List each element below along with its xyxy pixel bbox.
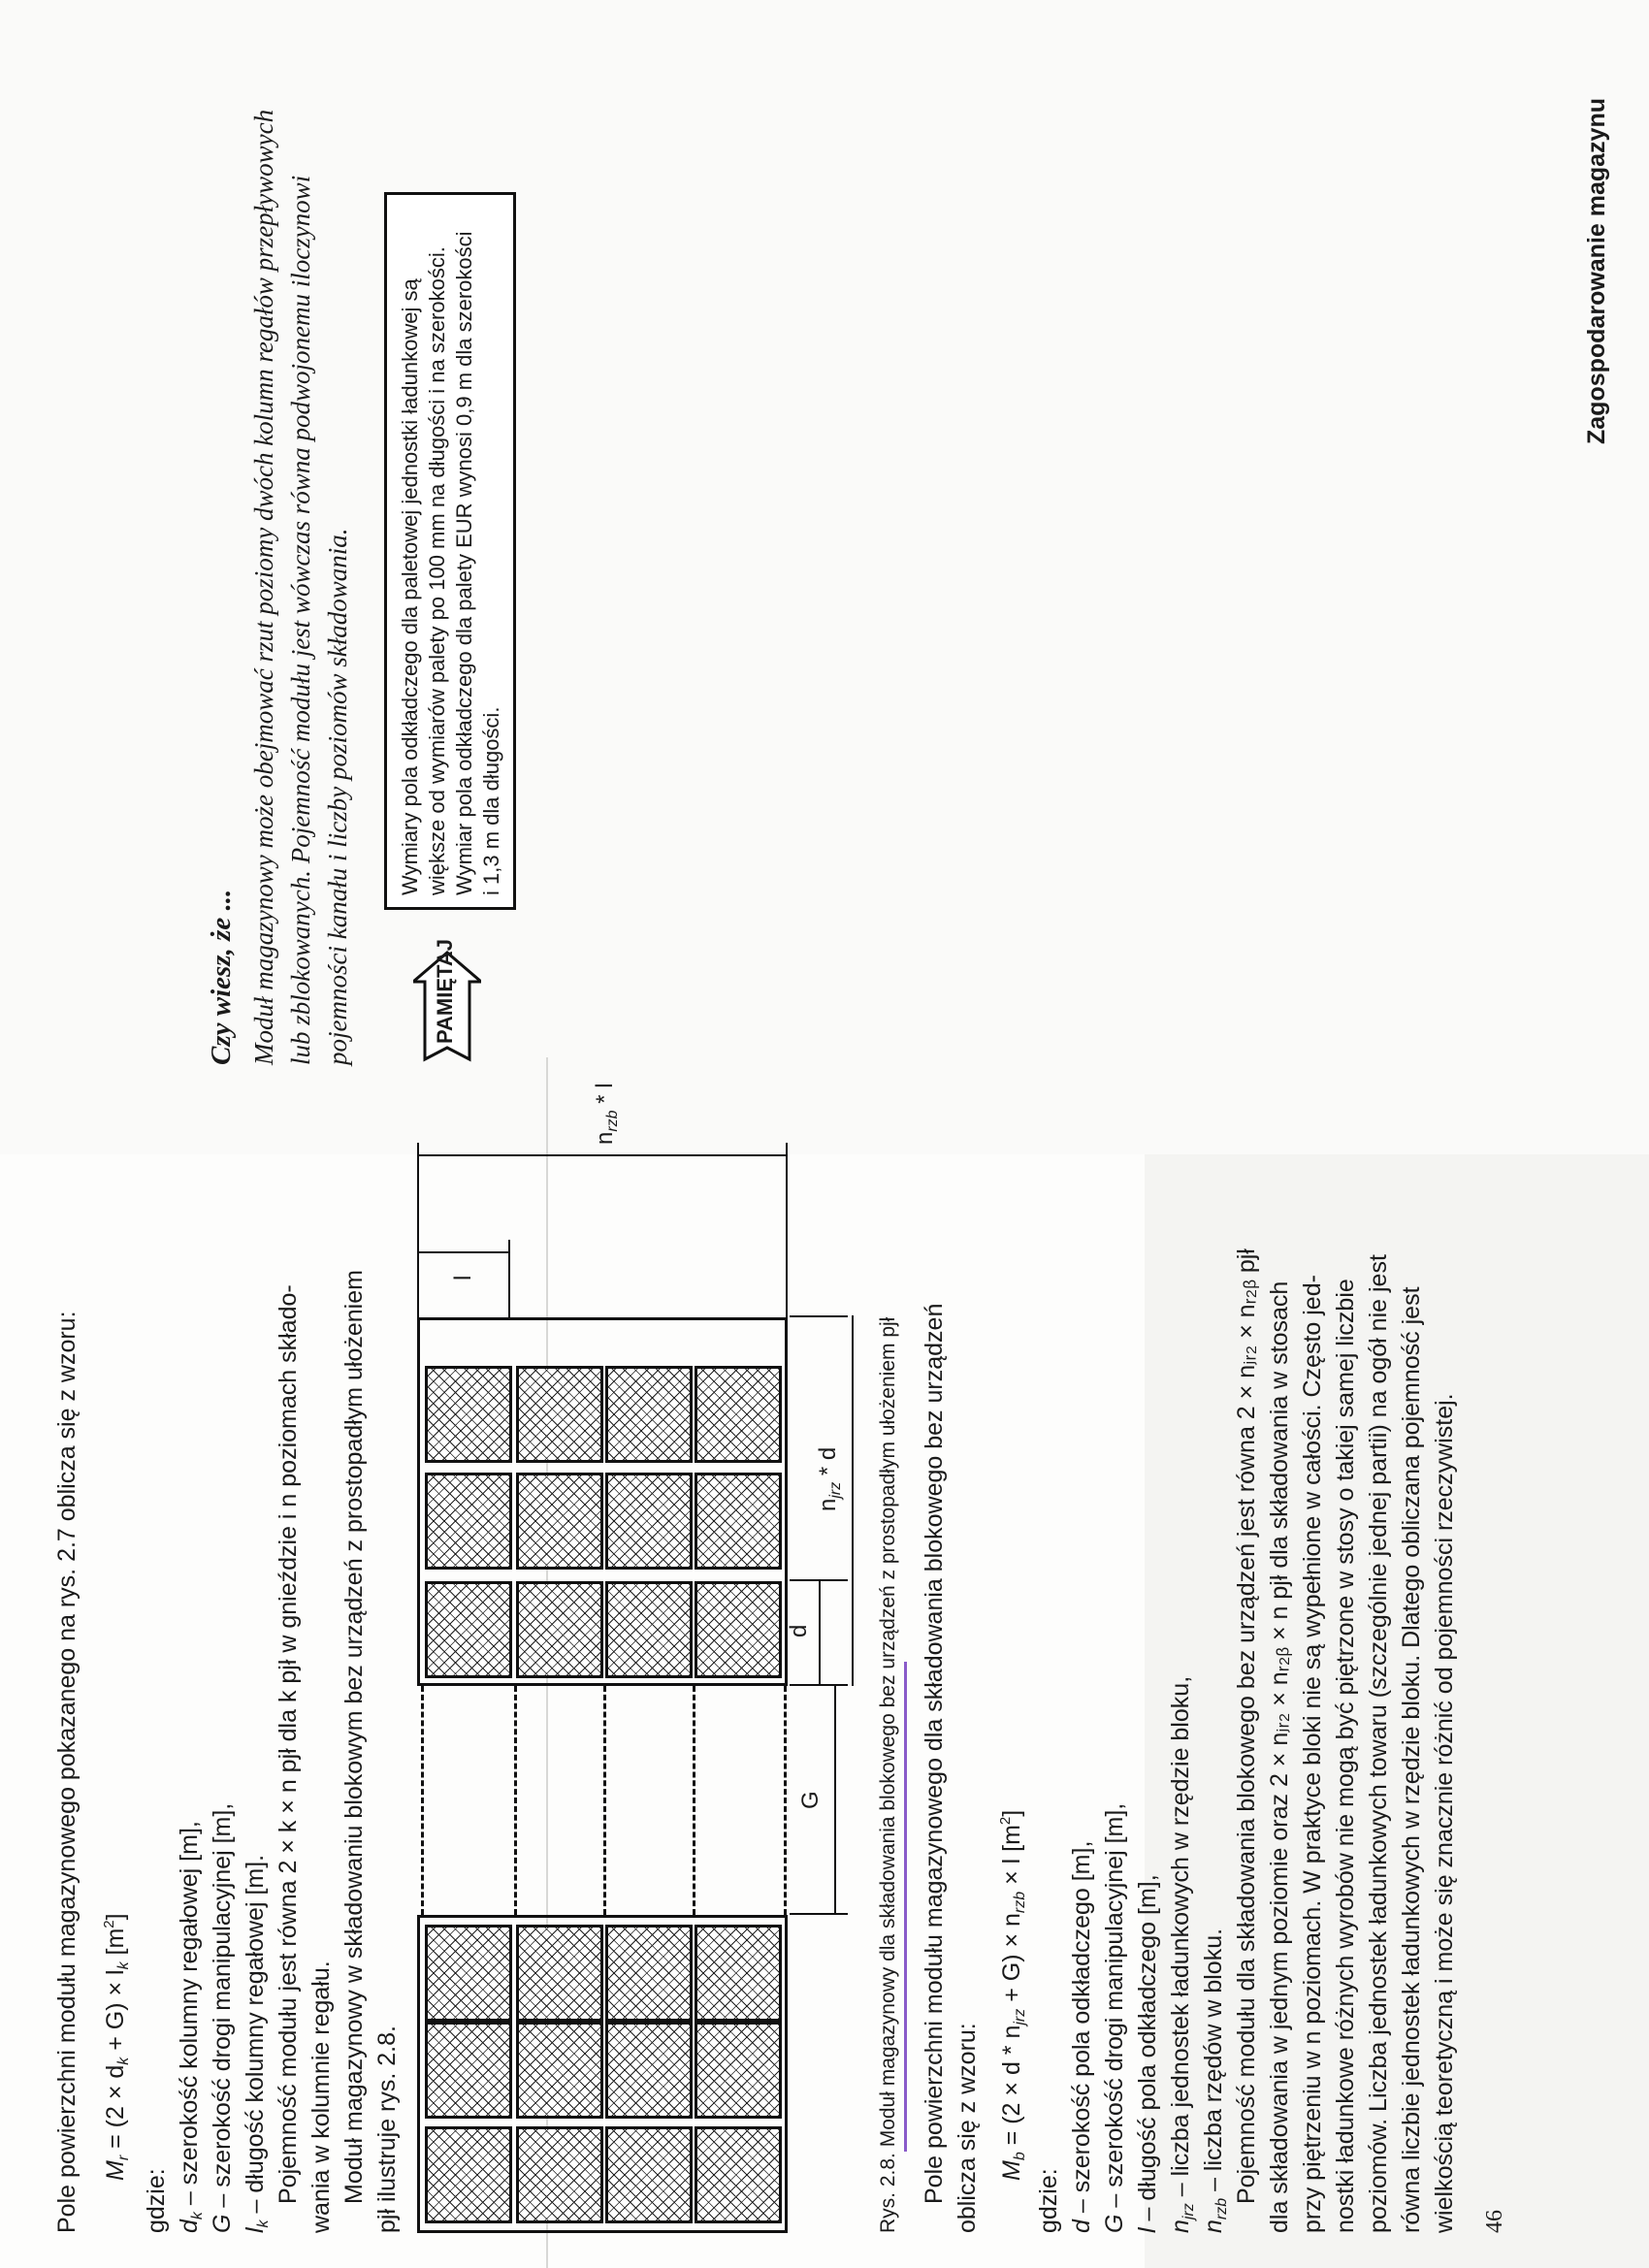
pallet-cell [516, 1366, 603, 1463]
remember-line2: większe od wymiarów palety po 100 mm na długości i na szerokości. [425, 246, 449, 895]
formula-mb: $M_b = (2 \times d * n_{jrz} + G) \times n_{rzb} \times l$ $[m^2]$ [997, 1809, 1028, 2181]
g-dim-tick-left [790, 1913, 848, 1915]
block-storage-diagram [417, 1083, 873, 2233]
d-dim-line [819, 1579, 821, 1686]
gdzie-label-2: gdzie: [1035, 2168, 1062, 2233]
aisle-dash [603, 1686, 606, 1915]
pallet-cell [605, 2126, 693, 2223]
njrz-dim-tick [790, 1315, 848, 1317]
did-you-know-line3: pojemności kanału i liczby poziomów składowania. [323, 528, 352, 1065]
gdzie-label-1: gdzie: [143, 2168, 170, 2233]
pallet-cell [516, 2022, 603, 2119]
para4-line3: przy piętrzeniu w n poziomach. W praktyce bloki nie są wypełnione w całości. Często jed- [1299, 1275, 1326, 2233]
def-g2: G – szerokość drogi manipulacyjnej [m], [1101, 1802, 1128, 2233]
pallet-cell [695, 1925, 782, 2022]
remember-label: PAMIĘTAJ [433, 939, 457, 1044]
label-nrzb-l: $n_{rzb}$ * l [592, 1083, 621, 1145]
pallet-cell [516, 1581, 603, 1678]
def-lk: $l_k$ – długość kolumny regałowej [m]. [242, 1854, 272, 2233]
pallet-cell [695, 1473, 782, 1570]
para3-line1: Pole powierzchni modułu magazynowego dla składowania blokowego bez urządzeń [921, 1303, 948, 2204]
pallet-cell [695, 2022, 782, 2119]
para3-line2: oblicza się z wzoru: [954, 2023, 981, 2233]
pallet-cell [425, 1925, 512, 2022]
aisle-dash [514, 1686, 517, 1915]
def-l: l – długość pola odkładczego [m], [1134, 1874, 1161, 2233]
did-you-know-heading: Czy wiesz, że ... [206, 889, 237, 1065]
aisle-dash-bottom [784, 1686, 787, 1915]
pallet-cell [695, 1366, 782, 1463]
remember-line1: Wymiary pola odkładczego dla paletowej jednostki ładunkowej są [398, 278, 422, 895]
pallet-cell [605, 1925, 693, 2022]
nrzb-dim-line [417, 1154, 788, 1156]
pallet-cell [425, 1366, 512, 1463]
section-header: Zagospodarowanie magazynu [1583, 97, 1610, 444]
para4-line4: nostki ładunkowe różnych wyrobów nie mogą być piętrzone w stosy o takiej samej liczbie [1332, 1279, 1359, 2233]
def-dk: $d_k$ – szerokość kolumny regałowej [m], [176, 1821, 206, 2233]
nrzb-dim-top [417, 1143, 419, 1317]
para1-line2: wania w kolumnie regału. [307, 1960, 335, 2233]
para4-line1: Pojemność modułu dla składowania blokowego bez urządzeń jest równa 2 × nⱼᵣ₂ × nᵣ₂ᵦ pjł [1233, 1248, 1260, 2204]
pallet-cell [425, 1581, 512, 1678]
pallet-cell [516, 2126, 603, 2223]
def-g: G – szerokość drogi manipulacyjnej [m], [209, 1802, 236, 2233]
l-dim-line [417, 1251, 510, 1253]
pallet-cell [605, 1581, 693, 1678]
label-d: d [786, 1624, 812, 1637]
pallet-cell [516, 1925, 603, 2022]
label-l: l [450, 1275, 476, 1280]
g-dim-line [834, 1684, 836, 1915]
para1-line1: Pojemność modułu jest równa 2 × k × n pjł dla k pjł w gnieździe i n poziomach składo- [275, 1284, 302, 2204]
para2-line1: Moduł magazynowy w składowaniu blokowym bez urządzeń z prostopadłym ułożeniem [340, 1270, 368, 2204]
para2-line2: pjł ilustruje rys. 2.8. [373, 2025, 401, 2233]
pallet-cell [605, 2022, 693, 2119]
did-you-know-line1: Moduł magazynowy może obejmować rzut poziomy dwóch kolumn regałów przepływowych [249, 109, 278, 1065]
pallet-cell [425, 1473, 512, 1570]
pallet-cell [425, 2126, 512, 2223]
caption-underline [904, 1662, 907, 2152]
page-number: 46 [1482, 2210, 1507, 2233]
pallet-cell [425, 2022, 512, 2119]
remember-line4: i 1,3 m dla długości. [479, 706, 503, 895]
remember-line3: Wymiar pola odkładczego dla palety EUR wynosi 0,9 m dla szerokości [452, 231, 476, 895]
para4-line2: dla składowania w jednym poziomie oraz 2 × nⱼᵣ₂ × nᵣ₂ᵦ × n pjł dla składowania w stosach [1266, 1280, 1293, 2233]
para4-line5: poziomów. Liczba jednostek ładunkowych towaru (szczególnie jednej partii) na ogół nie jest [1365, 1254, 1392, 2233]
did-you-know-line2: lub zblokowanych. Pojemność modułu jest wówczas równa podwojonemu iloczynowi [286, 175, 315, 1065]
def-d: d – szerokość pola odkładczego [m], [1068, 1840, 1095, 2233]
def-nrzb: $n_{rzb}$ – liczba rzędów w bloku. [1200, 1928, 1230, 2233]
aisle-dash-top [421, 1686, 424, 1915]
formula-mr: $M_r = (2 \times d_k + G) \times l_k$ $[m^2]$ [101, 1913, 132, 2181]
def-njrz: $n_{jrz}$ – liczba jednostek ładunkowych w rzędzie bloku, [1167, 1675, 1197, 2233]
para4-line6: równa liczbie jednostek ładunkowych w rzędzie bloku. Dlatego obliczana pojemność jest [1398, 1286, 1425, 2233]
intro-text: Pole powierzchni modułu magazynowego pokazanego na rys. 2.7 oblicza się z wzoru: [53, 1311, 81, 2233]
nrzb-dim-bottom [786, 1143, 788, 1317]
aisle-dash [693, 1686, 695, 1915]
pallet-cell [516, 1473, 603, 1570]
label-g: G [797, 1791, 824, 1809]
njrz-dim-line [852, 1315, 854, 1686]
pallet-cell [605, 1366, 693, 1463]
remember-box [384, 192, 516, 910]
pallet-cell [605, 1473, 693, 1570]
pallet-cell [695, 1581, 782, 1678]
para4-line7: wielkością teoretyczną i może się znacznie różnić od pojemności rzeczywistej. [1431, 1393, 1458, 2233]
pallet-cell [695, 2126, 782, 2223]
figure-caption: Rys. 2.8. Moduł magazynowy dla składowania blokowego bez urządzeń z prostopadłym ułożeniem pjł [877, 1316, 899, 2233]
label-njrz-d: $n_{jrz}$ * d [815, 1446, 844, 1511]
